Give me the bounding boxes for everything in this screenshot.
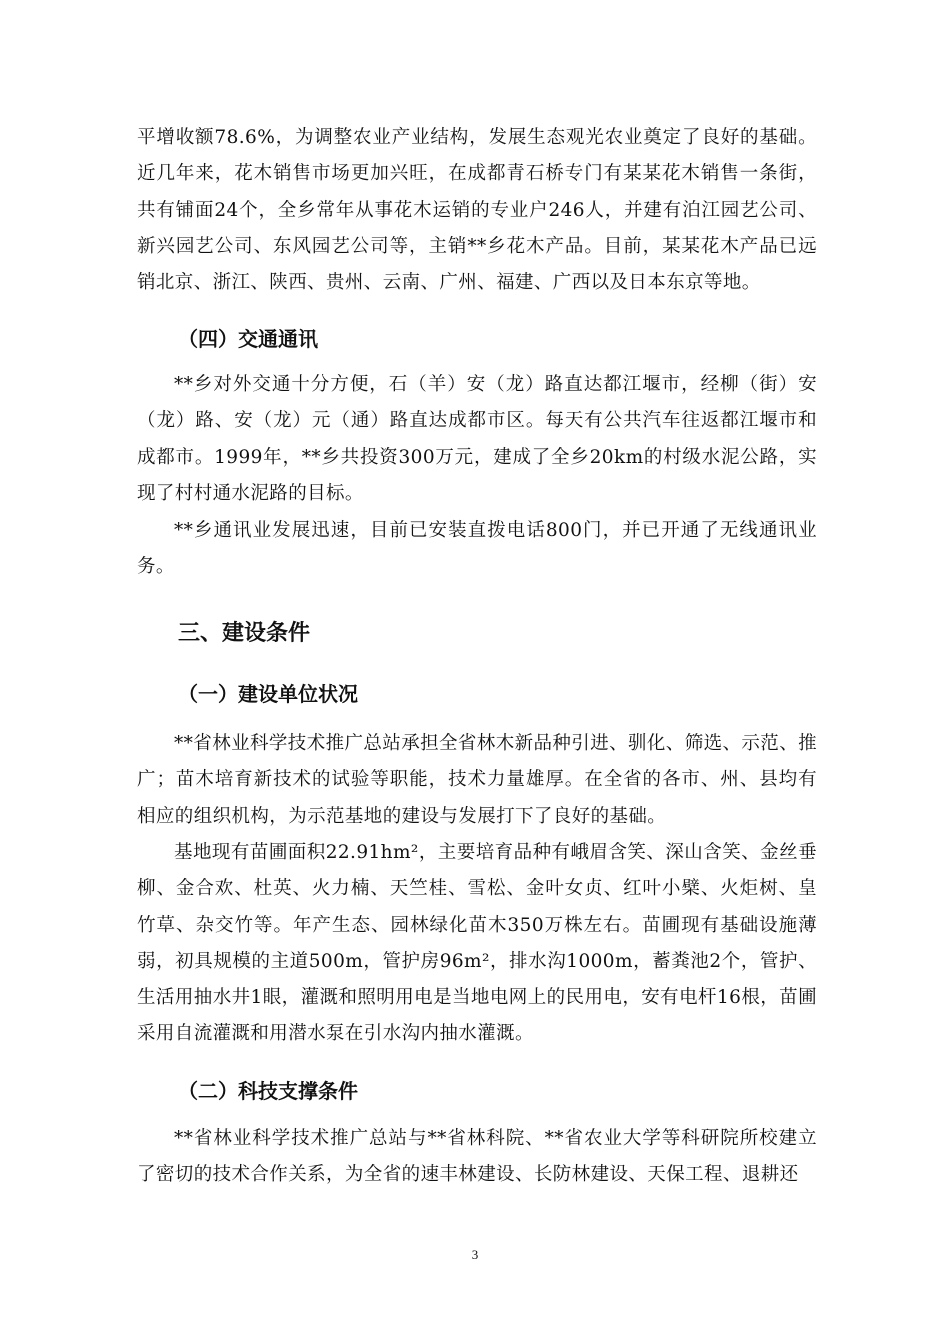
heading-construction-conditions: 三、建设条件: [178, 621, 311, 646]
page-number: 3: [471, 1247, 479, 1262]
paragraph-nursery-base: 基地现有苗圃面积22.91hm²，主要培育品种有峨眉含笑、深山含笑、金丝垂柳、金合欢、杜英、火力楠、天竺桂、雪松、金叶女贞、红叶小檗、火炬树、皇竹草、杂交竹等。年产生态、园林绿化苗木350万株左右。苗圃现有基础设施薄弱，初具规模的主道500m，管护房96m²，排水沟1000m，蓄粪池2个，管护、生活用抽水井1眼，灌溉和照明用电是当地电网上的民用电，安有电杆16根，苗圃采用自流灌溉和用潜水泵在引水沟内抽水灌溉。: [137, 842, 817, 1045]
paragraph-horticulture-market: 平增收额78.6%，为调整农业产业结构，发展生态观光农业奠定了良好的基础。近几年来，花木销售市场更加兴旺，在成都青石桥专门有某某花木销售一条街，共有铺面24个，全乡常年从事花木运销的专业户246人，并建有泊江园艺公司、新兴园艺公司、东风园艺公司等，主销**乡花木产品。目前，某某花木产品已远销北京、浙江、陕西、贵州、云南、广州、福建、广西以及日本东京等地。: [137, 127, 817, 294]
heading-tech-support: （二）科技支撑条件: [178, 1079, 358, 1103]
paragraph-communication: **乡通讯业发展迅速，目前已安装直拨电话800门，并已开通了无线通讯业务。: [137, 520, 817, 578]
heading-construction-unit: （一）建设单位状况: [178, 682, 358, 706]
heading-transport-communication: （四）交通通讯: [178, 327, 318, 351]
paragraph-transport: **乡对外交通十分方便，石（羊）安（龙）路直达都江堰市，经柳（街）安（龙）路、安（龙）元（通）路直达成都市区。每天有公共汽车往返都江堰市和成都市。1999年，**乡共投资300万元，建成了全乡20km的村级水泥公路，实现了村村通水泥路的目标。: [137, 374, 817, 504]
paragraph-forestry-station: **省林业科学技术推广总站承担全省林木新品种引进、驯化、筛选、示范、推广；苗木培育新技术的试验等职能，技术力量雄厚。在全省的各市、州、县均有相应的组织机构，为示范基地的建设与发展打下了良好的基础。: [137, 733, 818, 827]
paragraph-tech-cooperation: **省林业科学技术推广总站与**省林科院、**省农业大学等科研院所校建立了密切的技术合作关系，为全省的速丰林建设、长防林建设、天保工程、退耕还: [137, 1128, 817, 1186]
